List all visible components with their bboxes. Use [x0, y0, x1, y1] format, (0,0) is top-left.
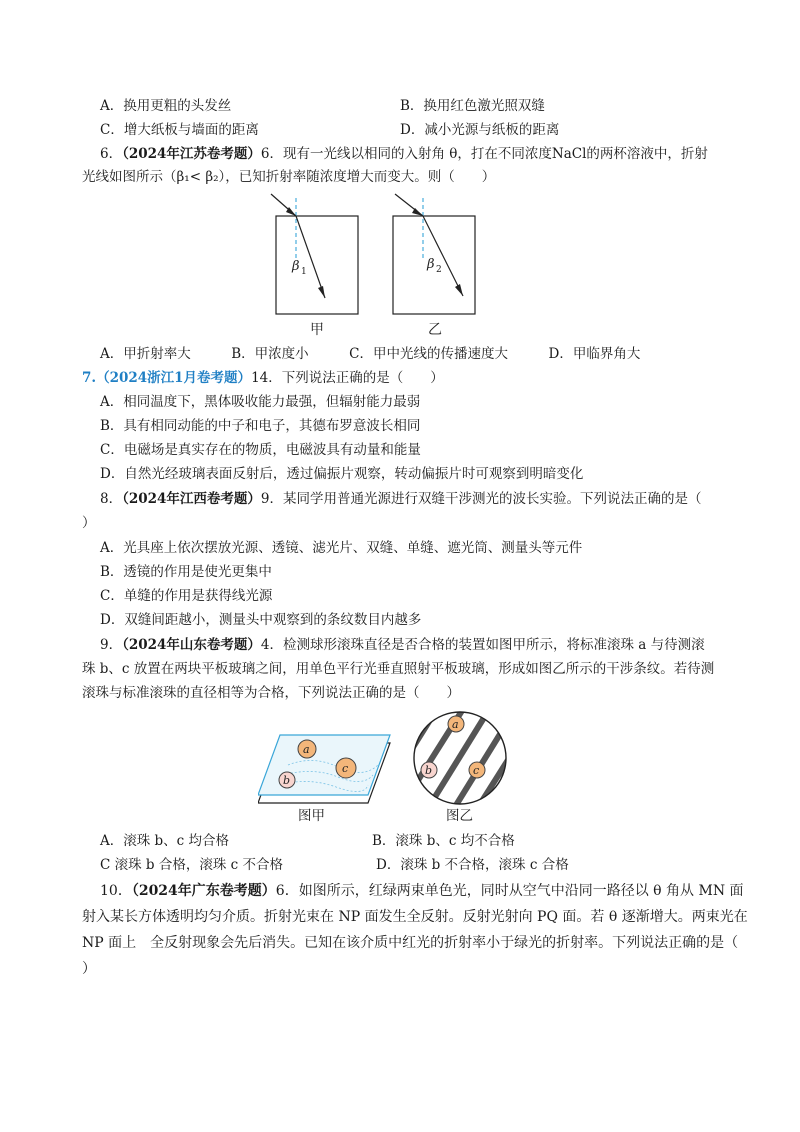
- q7-option-a: A．相同温度下，黑体吸收能力最强，但辐射能力最弱: [100, 394, 421, 410]
- q5-option-a: A．换用更粗的头发丝: [100, 98, 232, 114]
- q10-number: 10．: [100, 883, 132, 899]
- beta2-subscript: 2: [436, 265, 442, 275]
- beaker-left: [276, 216, 358, 314]
- q6-source: （2024年江苏卷考题）: [122, 146, 261, 162]
- beta2-label: β: [427, 257, 435, 272]
- beta1-label: β: [292, 259, 300, 274]
- q6-number: 6．: [100, 146, 123, 162]
- q8-option-b: B．透镜的作用是使光更集中: [100, 564, 272, 580]
- q10-stem-line1: [100, 881, 744, 901]
- q9-number: 9．: [100, 637, 123, 653]
- q8-stem-line2: ）: [82, 515, 96, 531]
- q9-stem-line3: 滚珠与标准滚珠的直径相等为合格，下列说法正确的是（ ）: [82, 685, 460, 701]
- q7-option-b: B．具有相同动能的中子和电子，其德布罗意波长相同: [100, 418, 421, 434]
- q8-option-a: A．光具座上依次摆放光源、透镜、滤光片、双缝、单缝、遮光筒、测量头等元件: [100, 540, 583, 556]
- q10-stem-line2: 射入某长方体透明均匀介质。折射光束在 NP 面发生全反射。反射光射向 PQ 面。若 θ 逐渐增大。两束光在: [82, 909, 748, 925]
- ball-b-right-label: b: [425, 764, 433, 777]
- q9-fig-label-right: 图乙: [446, 808, 473, 824]
- ball-a-left-label: a: [303, 743, 310, 756]
- q7-stem: [82, 368, 444, 388]
- refracted-ray-left: [296, 216, 325, 298]
- ball-b-left-label: b: [283, 774, 291, 787]
- q6-stem1: 6．现有一光线以相同的入射角 θ，打在不同浓度NaCl的两杯溶液中，折射: [260, 146, 708, 162]
- q5-option-b: B．换用红色激光照双缝: [400, 98, 545, 114]
- q9-option-b: B．滚珠 b、c 均不合格: [372, 833, 515, 849]
- ball-a-right-label: a: [452, 718, 459, 731]
- q9-option-a: A．滚珠 b、c 均合格: [100, 833, 230, 849]
- q5-option-d: D．减小光源与纸板的距离: [400, 122, 560, 138]
- beta1-subscript: 1: [301, 267, 307, 277]
- q8-stem1: 9．某同学用普通光源进行双缝干涉测光的波长实验。下列说法正确的是（: [260, 491, 702, 507]
- q10-stem1: 6．如图所示，红绿两束单色光，同时从空气中沿同一路径以 θ 角从 MN 面: [275, 883, 744, 899]
- q6-fig-label-left: 甲: [310, 322, 324, 338]
- q7-number: 7.: [82, 370, 97, 386]
- ball-c-left-label: c: [342, 762, 349, 775]
- q8-option-d: D．双缝间距越小，测量头中观察到的条纹数目内越多: [100, 612, 422, 628]
- q9-stem-line2: 珠 b、c 放置在两块平板玻璃之间，用单色平行光垂直照射平板玻璃，形成如图乙所示的干涉条纹。若待测: [82, 661, 715, 677]
- q9-figure-left: [258, 725, 393, 825]
- q9-fig-label-left: 图甲: [298, 808, 325, 824]
- q6-options: A．甲折射率大 B．甲浓度小 C．甲中光线的传播速度大 D．甲临界角大: [100, 346, 641, 362]
- q6-fig-label-right: 乙: [428, 322, 442, 338]
- q9-option-c: C 滚珠 b 合格，滚珠 c 不合格: [100, 857, 283, 873]
- refracted-ray-right: [423, 216, 463, 296]
- q7-option-c: C．电磁场是真实存在的物质，电磁波具有动量和能量: [100, 442, 421, 458]
- q10-stem-line4: ）: [82, 961, 96, 977]
- ball-c-right-label: c: [473, 764, 480, 777]
- q9-stem-line1: [100, 635, 705, 655]
- q7-option-d: D．自然光经玻璃表面反射后，透过偏振片观察，转动偏振片时可观察到明暗变化: [100, 466, 584, 482]
- q6-figure: [265, 188, 525, 338]
- q9-stem1: 4．检测球形滚珠直径是否合格的装置如图甲所示，将标准滚珠 a 与待测滚: [260, 637, 705, 653]
- q10-source: （2024年广东卷考题）: [131, 883, 276, 899]
- q5-option-c: C．增大纸板与墙面的距离: [100, 122, 259, 138]
- q8-source: （2024年江西卷考题）: [122, 491, 261, 507]
- q8-option-c: C．单缝的作用是获得线光源: [100, 588, 273, 604]
- q7-stem-text: 14．下列说法正确的是（ ）: [251, 370, 444, 386]
- q9-source: （2024年山东卷考题）: [122, 637, 261, 653]
- q6-stem-line1: [100, 144, 708, 164]
- q6-stem-line2: 光线如图所示（β₁< β₂），已知折射率随浓度增大而变大。则（ ）: [82, 169, 496, 185]
- q8-stem-line1: [100, 489, 702, 509]
- q8-number: 8．: [100, 491, 123, 507]
- q9-figure-right: [410, 708, 520, 808]
- q10-stem-line3: NP 面上 全反射现象会先后消失。已知在该介质中红光的折射率小于绿光的折射率。下列说法正确的是（: [82, 935, 739, 951]
- q9-option-d: D．滚珠 b 不合格，滚珠 c 合格: [376, 857, 569, 873]
- q7-source: （2024浙江1月卷考题）: [96, 370, 252, 386]
